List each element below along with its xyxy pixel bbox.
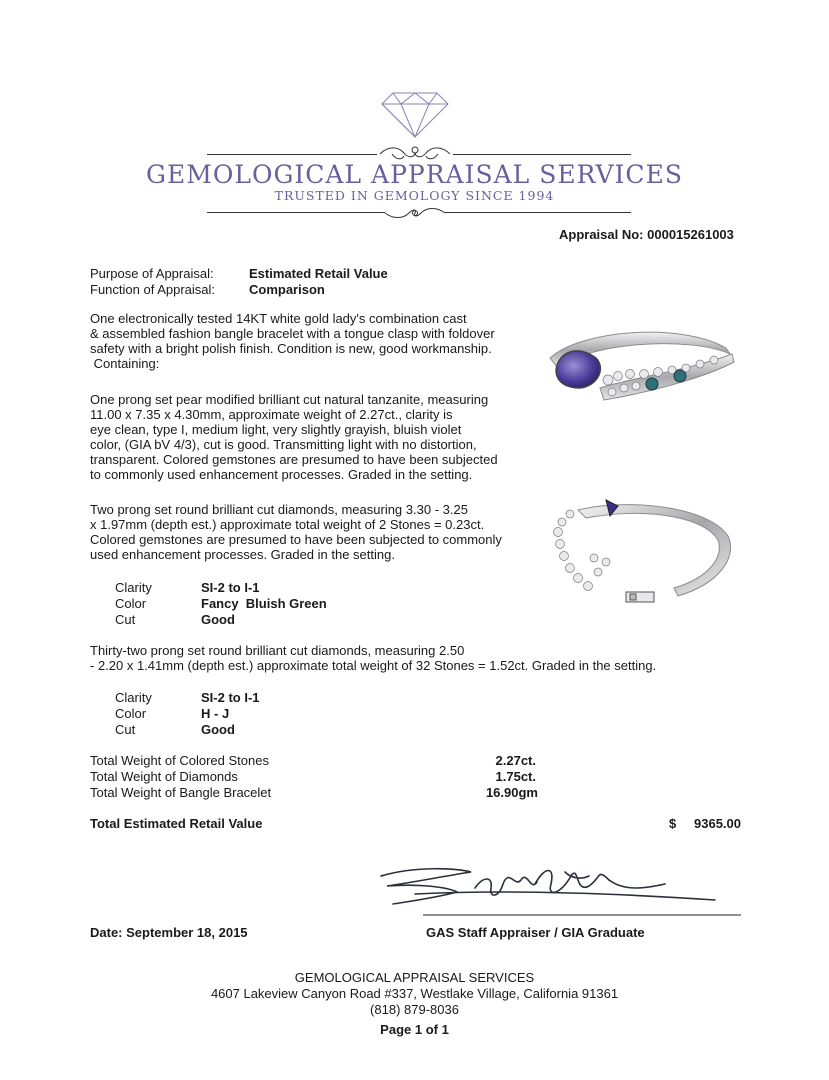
grade-value: Good xyxy=(201,722,235,737)
intro-paragraph xyxy=(90,311,530,371)
grade-value: H - J xyxy=(201,706,230,721)
bracelet-photo-front xyxy=(540,318,740,428)
grade-label: Color xyxy=(115,596,147,611)
ornament-bottom-icon xyxy=(383,205,447,221)
tanzanite-line: One prong set pear modified brilliant cut natural tanzanite, measuring xyxy=(90,392,489,407)
retail-amount: 9365.00 xyxy=(694,816,741,831)
green-diamonds-paragraph xyxy=(90,502,530,562)
intro-line: Containing: xyxy=(90,356,160,371)
intro-line: safety with a bright polish finish. Condition is new, good workmanship. xyxy=(90,341,492,356)
grade-label: Cut xyxy=(115,612,136,627)
retail-currency: $ xyxy=(669,816,677,831)
tanzanite-line: color, (GIA bV 4/3), cut is good. Transmitting light with no distortion, xyxy=(90,437,477,452)
total-value: 16.90gm xyxy=(485,785,538,800)
footer-address: 4607 Lakeview Canyon Road #337, Westlake Village, California 91361 xyxy=(210,986,619,1001)
grade-label: Clarity xyxy=(115,580,152,595)
appraiser-title: GAS Staff Appraiser / GIA Graduate xyxy=(426,925,645,940)
white-diamonds-line: - 2.20 x 1.41mm (depth est.) approximate total weight of 32 Stones = 1.52ct. Graded in the setting. xyxy=(90,658,657,673)
total-value: 2.27ct. xyxy=(495,753,536,768)
grade-label: Clarity xyxy=(115,690,152,705)
tanzanite-line: to commonly used enhancement processes. Graded in the setting. xyxy=(90,467,473,482)
tanzanite-paragraph xyxy=(90,392,530,482)
grade-value: Fancy Bluish Green xyxy=(201,596,327,611)
tanzanite-line: transparent. Colored gemstones are presumed to have been subjected xyxy=(90,452,498,467)
diamond-icon xyxy=(381,92,449,138)
green-diamonds-line: Two prong set round brilliant cut diamonds, measuring 3.30 - 3.25 xyxy=(90,502,468,517)
logo-tagline: TRUSTED IN GEMOLOGY SINCE 1994 xyxy=(274,188,555,203)
intro-line: & assembled fashion bangle bracelet with a tongue clasp with foldover xyxy=(90,326,495,341)
logo-company-name: GEMOLOGICAL APPRAISAL SERVICES xyxy=(146,160,683,189)
green-diamonds-line: Colored gemstones are presumed to have been subjected to commonly xyxy=(90,532,502,547)
grade-label: Cut xyxy=(115,722,136,737)
page-number: Page 1 of 1 xyxy=(380,1022,449,1037)
grade-label: Color xyxy=(115,706,147,721)
total-label: Total Weight of Diamonds xyxy=(90,769,238,784)
function-label: Function of Appraisal: xyxy=(90,282,216,297)
total-label: Total Weight of Colored Stones xyxy=(90,753,269,768)
footer-company: GEMOLOGICAL APPRAISAL SERVICES xyxy=(294,970,535,985)
signature xyxy=(375,858,745,920)
total-label: Total Weight of Bangle Bracelet xyxy=(90,785,272,800)
tanzanite-line: 11.00 x 7.35 x 4.30mm, approximate weight of 2.27ct., clarity is xyxy=(90,407,453,422)
purpose-label: Purpose of Appraisal: xyxy=(90,266,214,281)
bracelet-photo-clasp xyxy=(548,496,740,614)
appraisal-date: Date: September 18, 2015 xyxy=(90,925,248,940)
appraisal-number: Appraisal No: 000015261003 xyxy=(559,227,734,242)
grade-value: Good xyxy=(201,612,235,627)
white-diamonds-line: Thirty-two prong set round brilliant cut diamonds, measuring 2.50 xyxy=(90,643,465,658)
white-diamonds-paragraph xyxy=(90,643,750,673)
green-diamonds-line: x 1.97mm (depth est.) approximate total weight of 2 Stones = 0.23ct. xyxy=(90,517,485,532)
retail-value-label: Total Estimated Retail Value xyxy=(90,816,263,831)
green-diamonds-line: used enhancement processes. Graded in the setting. xyxy=(90,547,395,562)
total-value: 1.75ct. xyxy=(495,769,536,784)
footer xyxy=(0,970,829,1038)
tanzanite-line: eye clean, type I, medium light, very slightly grayish, bluish violet xyxy=(90,422,462,437)
grade-value: SI-2 to I-1 xyxy=(201,580,260,595)
grade-value: SI-2 to I-1 xyxy=(201,690,260,705)
purpose-value: Estimated Retail Value xyxy=(249,266,388,281)
function-value: Comparison xyxy=(249,282,325,297)
intro-line: One electronically tested 14KT white gold lady's combination cast xyxy=(90,311,467,326)
footer-phone: (818) 879-8036 xyxy=(370,1002,459,1017)
